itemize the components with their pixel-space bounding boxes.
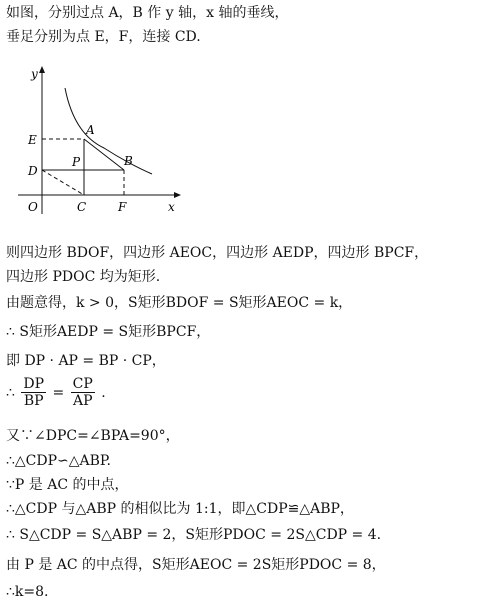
label-c: C [77,200,87,214]
text-line-2: 垂足分别为点 E，F，连接 CD. [6,29,201,45]
fraction-denominator: BP [23,393,44,409]
fraction-dp-bp [21,376,46,409]
fraction-numerator: DP [23,376,45,392]
y-axis-arrow [39,66,45,73]
dashed-d-c [42,170,84,195]
text-line-1: 如图，分别过点 A，B 作 y 轴，x 轴的垂线， [6,5,289,21]
text-line-14: 由 P 是 AC 的中点得，S矩形AEOC = 2S矩形PDOC = 8， [6,557,386,573]
text-line-15: ∴k=8. [6,584,49,600]
period: . [101,384,106,401]
geometry-figure [14,64,184,224]
label-x: x [168,200,175,214]
fraction-numerator: CP [72,376,93,392]
text-line-13: ∴ S△CDP = S△ABP = 2，S矩形PDOC = 2S△CDP = 4. [6,527,382,543]
proportion-equation [6,376,106,409]
label-y: y [31,67,38,81]
text-line-7: 即 DP · AP = BP · CP， [6,353,166,369]
label-p: P [72,155,81,169]
fraction-denominator: AP [72,393,93,409]
label-f: F [118,200,127,214]
x-axis-arrow [174,192,181,198]
text-line-9: 又∵∠DPC=∠BPA=90°， [6,428,180,444]
label-d: D [28,164,38,178]
text-line-4: 四边形 PDOC 均为矩形. [6,269,161,285]
text-line-3: 则四边形 BDOF，四边形 AEOC，四边形 AEDP，四边形 BPCF， [6,245,429,261]
label-a: A [86,123,95,137]
label-o: O [28,200,38,214]
text-line-10: ∴△CDP∽△ABP. [6,453,111,469]
label-b: B [124,154,133,168]
text-line-6: ∴ S矩形AEDP = S矩形BPCF， [6,324,211,340]
text-line-5: 由题意得，k > 0，S矩形BDOF = S矩形AEOC = k， [6,295,353,311]
fraction-cp-ap [71,376,95,409]
equals-sign: = [52,384,65,401]
therefore-symbol: ∴ [6,384,15,401]
label-e: E [28,133,37,147]
text-line-11: ∵P 是 AC 的中点， [6,477,129,493]
line-a-b [84,139,124,170]
text-line-12: ∴△CDP 与△ABP 的相似比为 1:1，即△CDP≌△ABP， [6,501,354,517]
